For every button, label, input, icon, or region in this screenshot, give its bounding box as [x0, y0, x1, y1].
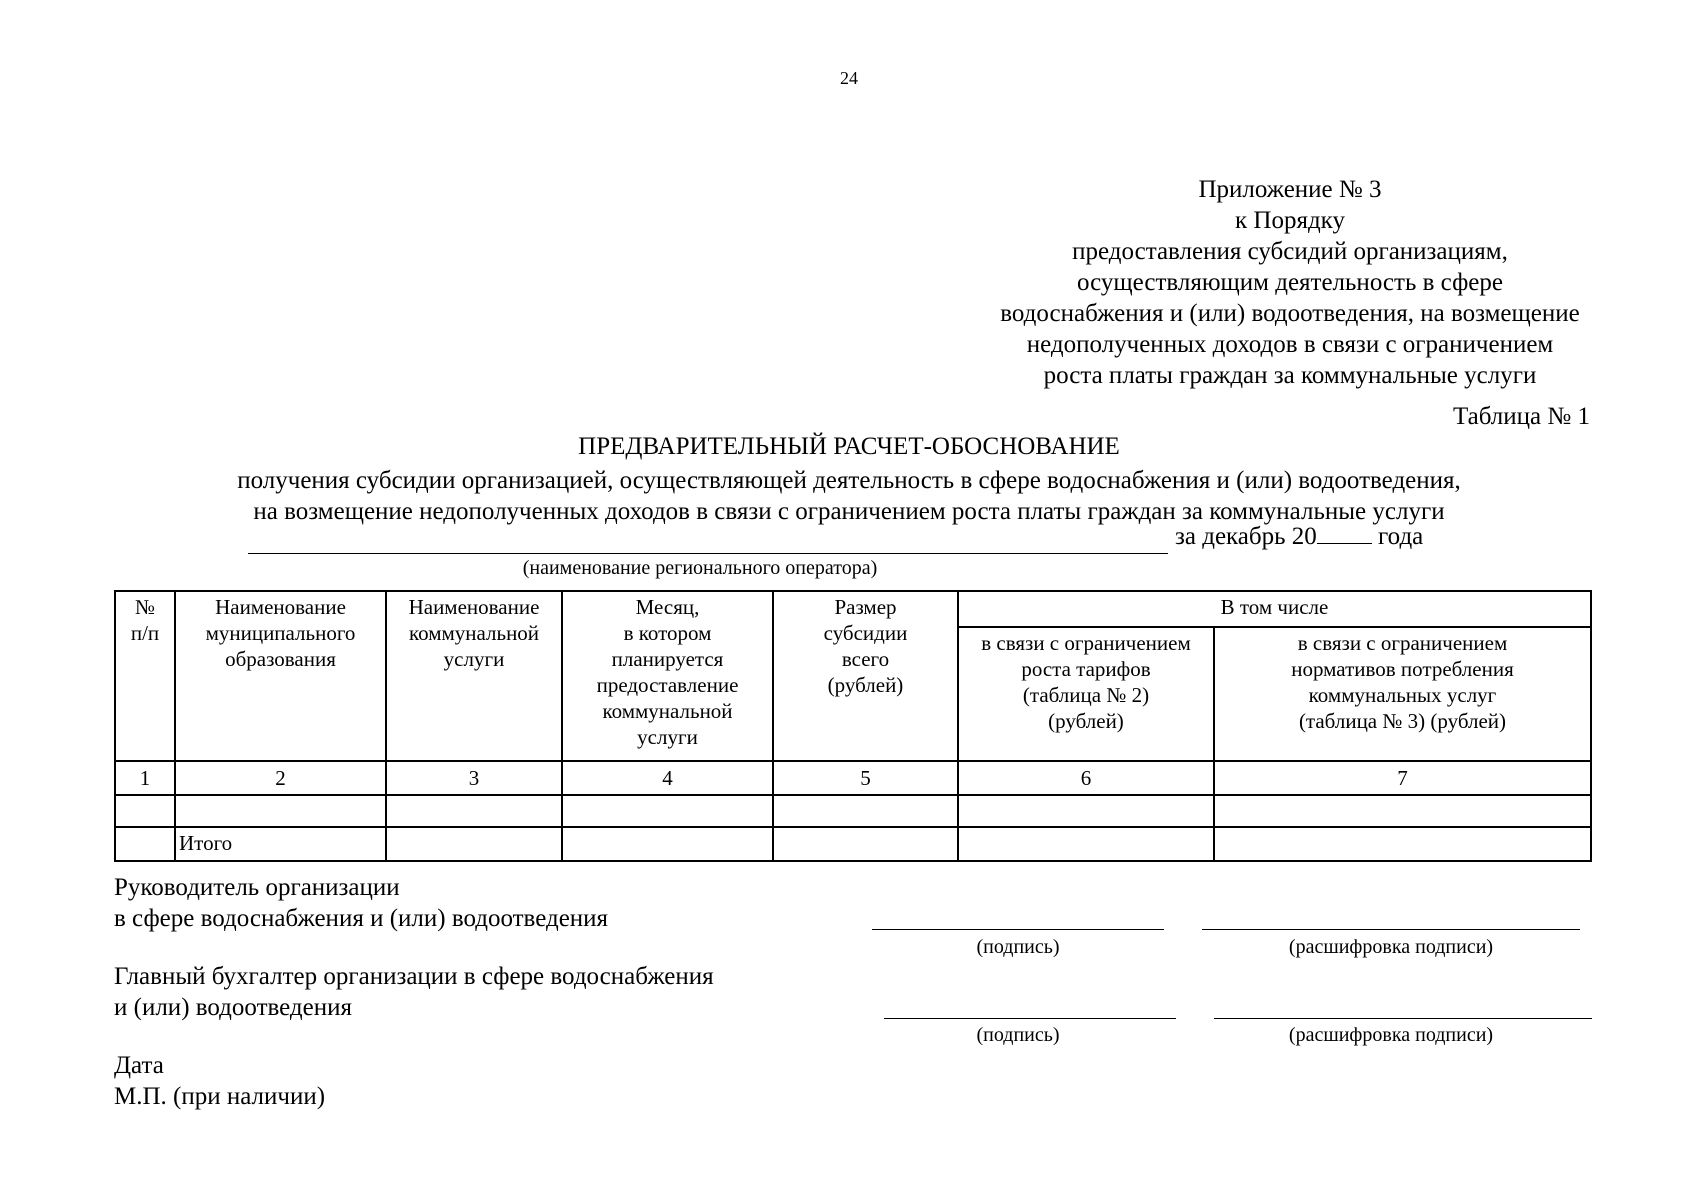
period-suffix: года	[1378, 523, 1424, 550]
column-number-cell: 7	[1214, 761, 1591, 795]
subtitle-line: на возмещение недополученных доходов в связи с ограничением роста платы граждан за коммунальные услуги	[253, 498, 1445, 525]
head-title-line: Руководитель организации	[114, 874, 400, 901]
head-title-line: в сфере водоснабжения и (или) водоотведения	[114, 905, 609, 932]
stamp-label: М.П. (при наличии)	[114, 1083, 326, 1110]
accountant-signature-line	[884, 1017, 1176, 1019]
table-cell	[175, 795, 386, 827]
appendix-line: к Порядку	[1235, 207, 1345, 234]
appendix-header	[880, 174, 1698, 391]
appendix-line: недополученных доходов в связи с ограничением	[1026, 331, 1554, 358]
table-cell	[1214, 795, 1591, 827]
header-service: Наименование коммунальной услуги	[386, 591, 562, 761]
accountant-signature-caption: (подпись)	[976, 1024, 1060, 1046]
head-signature-caption: (подпись)	[976, 936, 1060, 958]
head-decoding-line	[1202, 928, 1580, 930]
document-title: ПРЕДВАРИТЕЛЬНЫЙ РАСЧЕТ-ОБОСНОВАНИЕ	[578, 433, 1120, 460]
table-cell	[773, 795, 958, 827]
subtitle-line: получения субсидии организацией, осуществляющей деятельность в сфере водоснабжения и (или) водоотведения,	[237, 467, 1461, 494]
period-text	[1175, 523, 1423, 551]
column-number-cell: 2	[175, 761, 386, 795]
total-row	[115, 827, 1591, 861]
header-tariff-limit: в связи с ограничением роста тарифов (таблица № 2) (рублей)	[958, 627, 1214, 761]
calculation-table	[114, 590, 1592, 862]
head-title	[114, 872, 608, 934]
column-number-cell: 1	[115, 761, 175, 795]
header-municipality: Наименование муниципального образования	[175, 591, 386, 761]
period-prefix: за декабрь 20	[1175, 523, 1317, 550]
accountant-decoding-caption: (расшифровка подписи)	[1288, 1024, 1494, 1046]
operator-name-field	[248, 527, 1168, 554]
table-label: Таблица № 1	[1452, 403, 1590, 430]
table-row	[115, 795, 1591, 827]
appendix-line: водоснабжения и (или) водоотведения, на возмещение	[1000, 300, 1580, 327]
appendix-line: предоставления субсидий организациям,	[1072, 238, 1508, 265]
column-number-cell: 5	[773, 761, 958, 795]
header-number: № п/п	[115, 591, 175, 761]
document-subtitle	[0, 465, 1698, 527]
column-number-cell: 6	[958, 761, 1214, 795]
column-number-cell: 3	[386, 761, 562, 795]
table-cell	[958, 795, 1214, 827]
column-number-cell: 4	[562, 761, 773, 795]
page-number: 24	[840, 68, 858, 88]
total-label: Итого	[175, 827, 386, 861]
table-cell	[115, 795, 175, 827]
header-including: В том числе	[958, 591, 1591, 627]
header-subsidy-total: Размер субсидии всего (рублей)	[773, 591, 958, 761]
accountant-title-line: Главный бухгалтер организации в сфере водоснабжения	[114, 963, 714, 990]
appendix-line: осуществляющим деятельность в сфере	[1077, 269, 1503, 296]
table-cell	[562, 795, 773, 827]
head-decoding-caption: (расшифровка подписи)	[1288, 936, 1494, 958]
appendix-line: роста платы граждан за коммунальные услуги	[1043, 362, 1537, 389]
header-norm-limit: в связи с ограничением нормативов потребления коммунальных услуг (таблица № 3) (рублей)	[1214, 627, 1591, 761]
accountant-title-line: и (или) водоотведения	[114, 994, 352, 1021]
accountant-title	[114, 961, 714, 1023]
table-cell	[1214, 827, 1591, 861]
year-blank	[1317, 523, 1372, 544]
table-cell	[773, 827, 958, 861]
date-stamp-block	[114, 1050, 325, 1112]
appendix-line: Приложение № 3	[1198, 176, 1382, 203]
accountant-decoding-line	[1214, 1017, 1592, 1019]
table-cell	[386, 827, 562, 861]
table-cell	[386, 795, 562, 827]
operator-caption: (наименование регионального оператора)	[522, 557, 878, 579]
head-signature-line	[872, 928, 1164, 930]
header-month: Месяц, в котором планируется предоставление коммунальной услуги	[562, 591, 773, 761]
date-label: Дата	[114, 1052, 164, 1079]
table-cell	[562, 827, 773, 861]
table-cell	[115, 827, 175, 861]
table-cell	[958, 827, 1214, 861]
